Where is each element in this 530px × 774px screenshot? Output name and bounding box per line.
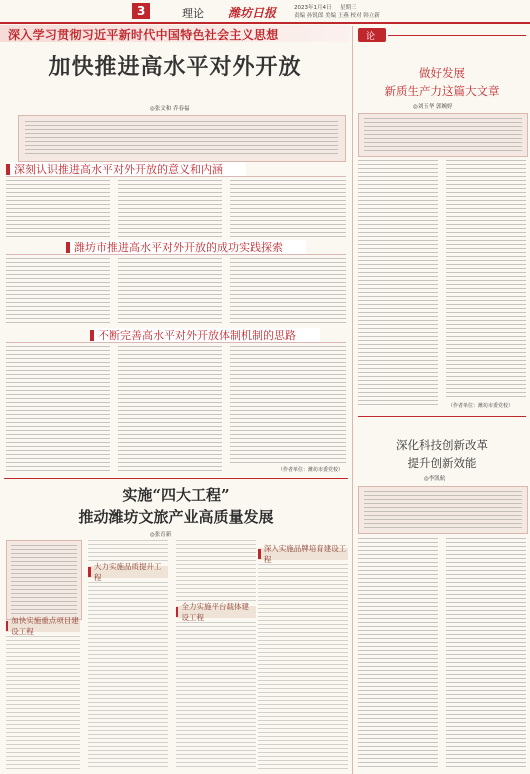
bottom-subhead-3 xyxy=(258,544,348,564)
text-col-1b xyxy=(118,180,222,238)
paper-name: 潍坊日报 xyxy=(228,6,277,20)
bottom-subhead-4-text: 全力实施平台载体建设工程 xyxy=(181,602,249,622)
text-col-2a xyxy=(6,258,110,324)
text-col-1a xyxy=(6,180,110,238)
right-top-text-a xyxy=(358,160,438,408)
right-bottom-intro-text xyxy=(364,491,522,529)
main-byline: ◎张文和 乔春福 xyxy=(150,106,190,112)
banner xyxy=(0,25,350,42)
subhead-2 xyxy=(66,240,306,254)
subhead-marker xyxy=(6,164,10,175)
right-bottom-text-a xyxy=(358,538,438,770)
editors: 责编 孙锐郎 美编 王燕 校对 韩立新 xyxy=(294,13,380,19)
right-bottom-headline-line1: 深化科技创新改革 xyxy=(396,438,488,452)
intro-text xyxy=(25,121,338,157)
right-top-text-b xyxy=(446,160,526,400)
bottom-headline-line1: 实施“四大工程” xyxy=(122,486,230,504)
bottom-text-col-3b xyxy=(176,622,256,770)
bottom-subhead-2 xyxy=(88,562,168,582)
right-top-headline-line1: 做好发展 xyxy=(419,66,465,80)
right-bottom-intro-box xyxy=(358,486,528,534)
right-bottom-text-b xyxy=(446,538,526,770)
bottom-subhead-2-text: 大力实施品质提升工程 xyxy=(93,562,162,582)
intro-box xyxy=(18,115,346,162)
bottom-headline xyxy=(4,484,348,528)
subhead-marker xyxy=(176,607,178,617)
text-col-2b xyxy=(118,258,222,324)
subhead-3-rule xyxy=(6,342,346,343)
subhead-3 xyxy=(90,328,320,342)
subhead-marker xyxy=(66,242,70,253)
bottom-text-col-4 xyxy=(258,564,348,770)
weekday: 星期三 xyxy=(340,5,357,11)
bottom-text-col-2b xyxy=(88,582,168,770)
right-tag-rule xyxy=(388,35,526,36)
text-col-2c xyxy=(230,258,346,324)
bottom-subhead-1-text: 加快实施重点项目建设工程 xyxy=(11,616,79,636)
right-bottom-headline-line2: 提升创新效能 xyxy=(407,456,477,470)
bottom-subhead-1 xyxy=(6,616,80,636)
bottom-headline-line2: 推动潍坊文旅产业高质量发展 xyxy=(78,508,274,526)
right-column-tag-text: 论 xyxy=(366,32,376,42)
right-top-byline: ◎刘玉华 郭婉婷 xyxy=(413,104,453,110)
right-top-headline-line2: 新质生产力这篇大文章 xyxy=(384,84,500,98)
subhead-2-rule xyxy=(6,254,346,255)
bottom-intro-box xyxy=(6,540,82,620)
right-top-source-note: （作者单位：潍坊市委党校） xyxy=(448,403,514,409)
subhead-2-text: 潍坊市推进高水平对外开放的成功实践探索 xyxy=(74,241,283,254)
right-top-intro-box xyxy=(358,113,528,157)
masthead-rule xyxy=(0,22,530,24)
section-label: 理论 xyxy=(182,7,204,20)
bottom-text-col-1 xyxy=(6,636,80,770)
bottom-text-col-3a xyxy=(176,540,256,602)
column-divider xyxy=(352,26,353,774)
date: 2023年1月4日 xyxy=(294,5,332,11)
right-bottom-byline: ◎李凯航 xyxy=(424,476,446,482)
right-divider xyxy=(358,416,526,417)
article-divider xyxy=(4,478,348,479)
page-number: 3 xyxy=(137,4,146,18)
right-bottom-headline xyxy=(356,436,528,472)
subhead-marker xyxy=(258,549,261,559)
right-top-intro-text xyxy=(364,118,522,152)
subhead-1 xyxy=(6,162,246,176)
subhead-3-text: 不断完善高水平对外开放体制机制的思路 xyxy=(98,329,296,342)
banner-title: 深入学习贯彻习近平新时代中国特色社会主义思想 xyxy=(8,28,279,42)
text-col-1c xyxy=(230,180,346,238)
text-col-3b xyxy=(118,346,222,474)
subhead-1-text: 深刻认识推进高水平对外开放的意义和内涵 xyxy=(14,163,223,176)
bottom-intro-text xyxy=(11,545,77,615)
subhead-marker xyxy=(88,567,91,577)
bottom-text-col-2a xyxy=(88,540,168,562)
main-headline xyxy=(0,48,350,86)
subhead-1-rule xyxy=(6,176,346,177)
bottom-byline: ◎张育新 xyxy=(150,532,172,538)
bottom-subhead-3-text: 深入实施品牌培育建设工程 xyxy=(263,544,347,564)
bottom-subhead-4 xyxy=(176,602,256,622)
masthead xyxy=(0,0,530,22)
main-source-note: （作者单位：潍坊市委党校） xyxy=(278,467,344,473)
right-column-tag xyxy=(358,28,386,42)
subhead-marker xyxy=(90,330,94,341)
main-headline-text: 加快推进高水平对外开放 xyxy=(48,54,302,80)
text-col-3a xyxy=(6,346,110,474)
right-top-headline xyxy=(356,64,528,100)
subhead-marker xyxy=(6,621,8,631)
text-col-3c xyxy=(230,346,346,466)
